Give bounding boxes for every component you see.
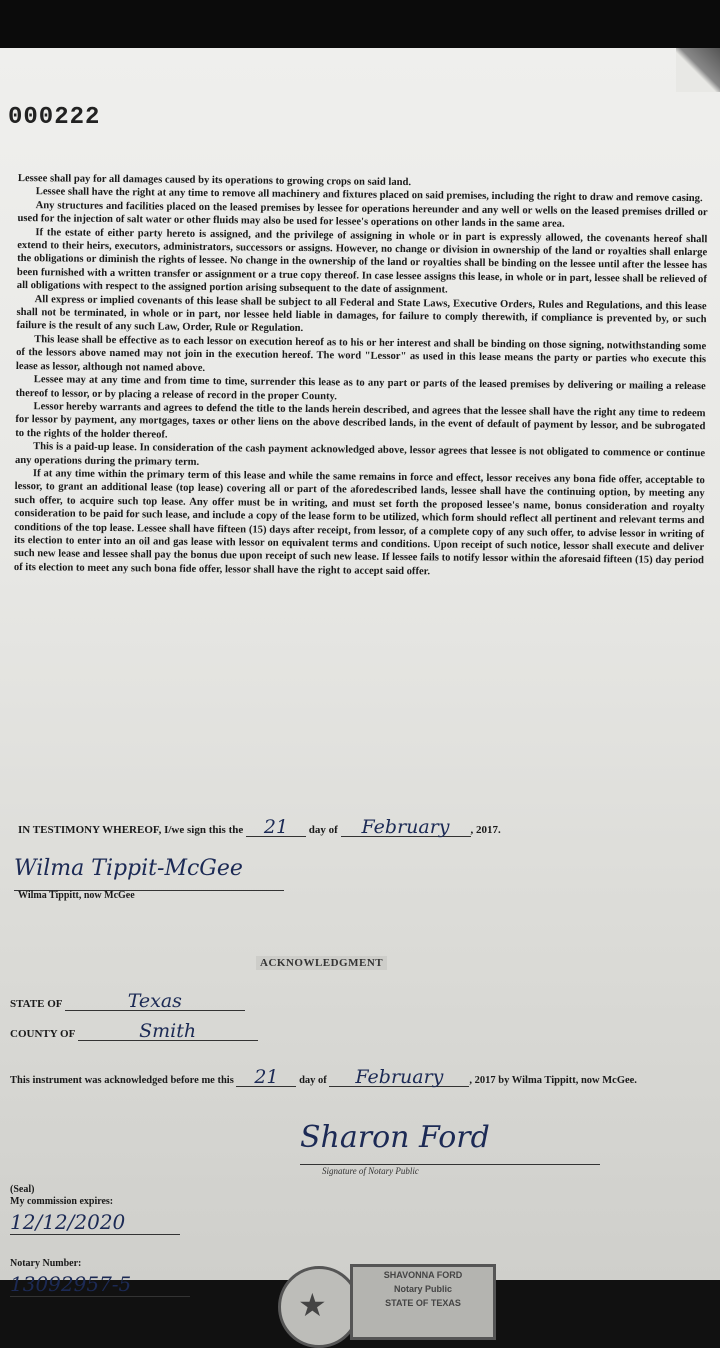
- testimony-month: February: [341, 818, 471, 837]
- testimony-day: 21: [246, 818, 306, 837]
- county-value: Smith: [78, 1022, 258, 1041]
- paragraph: Lessee shall have the right at any time to remove all machinery and fixtures placed on said premises, including the right to draw and remove casing.: [35, 186, 703, 205]
- paragraph: This is a paid-up lease. In consideration of the cash payment acknowledged above, lessor agrees that lessee is not obligated to commence or continue any operations during the primary term.: [14, 441, 706, 468]
- notary-stamp: [350, 1264, 496, 1340]
- notary-signature-label: Signature of Notary Public: [322, 1166, 419, 1176]
- lease-body-text: [14, 172, 708, 581]
- top-black-bar: [0, 0, 720, 48]
- paragraph: Lessee may at any time and from time to time, surrender this lease as to any part or parts of the leased premises by delivering or mailing a release thereof to lessor, or by placing a release of record in the proper County.: [15, 374, 706, 402]
- ack-suffix: , 2017 by Wilma Tippitt, now McGee.: [469, 1075, 637, 1086]
- notary-signature: Sharon Ford: [300, 1120, 600, 1165]
- testimony-mid: day of: [308, 824, 338, 836]
- stamp-line: SHAVONNA FORD: [383, 1270, 463, 1280]
- seal-label: (Seal): [10, 1184, 35, 1195]
- paragraph: Any structures and facilities placed on the leased premises by lessee for operations hereunder and any well or wells on the leased premises drilled or used for the injection of salt water or other fluids may also be used for lessee's operations on other lands in the same area.: [17, 199, 708, 230]
- state-value: Texas: [65, 992, 245, 1011]
- paragraph: If at any time within the primary term of this lease and while the same remains in force and effect, lessor receives any bona fide offer, acceptable to lessor, to grant an additional lease (top lease) covering all or part of the aforedescribed lands, lessee shall have the continuing option, by meeting any such offer, to acquire such top lease. Any offer must be in writing, and must set forth the proposed lessee's name, bonus consideration and royalty consideration to be paid for such lease, and include a copy of the lease form to be utilized, which form should reflect all pertinent and relevant terms and conditions of the top lease. Lessee shall have fifteen (15) days after receipt, from lessor, of a complete copy of any such offer, to advise lessor in writing of its election to enter into an oil and gas lease with lessor on equivalent terms and conditions. Upon receipt of such notice, lessor shall execute and deliver such new lease and lessee shall pay the bonus due upon receipt of such new lease. If lessee fails to notify lessor within the aforesaid fifteen (15) day period of its election to meet any such bona fide offer, lessor shall have the right to accept said offer.: [13, 468, 705, 578]
- lessor-printed-name: Wilma Tippitt, now McGee: [18, 890, 135, 901]
- county-label: COUNTY OF: [10, 1028, 75, 1040]
- ack-month: February: [329, 1068, 469, 1087]
- page-corner-fold: [676, 48, 720, 92]
- stamp-line: Notary Public: [393, 1284, 452, 1294]
- notary-number-label: Notary Number:: [10, 1258, 82, 1269]
- state-label: STATE OF: [10, 998, 63, 1010]
- paragraph: Lessor hereby warrants and agrees to defend the title to the lands herein described, and agrees that the lessee shall have the right any time to redeem for lessor by payment, any mortgages, taxes or other liens on the above described lands, in the event of default of payment by lessor, and be subrogated to the rights of the holder thereof.: [15, 401, 706, 441]
- paragraph: This lease shall be effective as to each lessor on execution hereof as to his or her interest and shall be binding on those signing, notwithstanding some of the lessors above named may not join in the execution hereof. The word "Lessor" as used in this lease means the party or parties who execute this lease as lessor, although not named above.: [15, 334, 707, 374]
- commission-expiry: 12/12/2020: [10, 1210, 180, 1235]
- testimony-line: [18, 818, 501, 837]
- star-icon: ★: [298, 1287, 327, 1323]
- ack-prefix: This instrument was acknowledged before me this: [10, 1075, 234, 1086]
- paragraph: All express or implied covenants of this lease shall be subject to all Federal and State Laws, Executive Orders, Rules and Regulations, and this lease shall not be terminated, in whole or in part, nor lessee held liable in damages, for failure to comply therewith, if compliance is prevented by, or such failure is the result of any such Law, Order, Rule or Regulation.: [16, 293, 707, 335]
- commission-label: My commission expires:: [10, 1196, 114, 1207]
- lessor-signature: Wilma Tippit-McGee: [14, 856, 284, 891]
- acknowledgment-text: [10, 1068, 690, 1088]
- testimony-suffix: , 2017.: [470, 824, 501, 836]
- notary-number: 13092957-5: [10, 1272, 190, 1297]
- scanned-page: [0, 48, 720, 1323]
- ack-mid: day of: [299, 1075, 327, 1086]
- stamp-line: STATE OF TEXAS: [385, 1298, 461, 1308]
- ack-day: 21: [236, 1068, 296, 1087]
- county-line: [10, 1022, 258, 1041]
- acknowledgment-title: ACKNOWLEDGMENT: [256, 956, 387, 970]
- paragraph: Lessee shall pay for all damages caused by its operations to growing crops on said land.: [17, 172, 412, 189]
- document-number: 000222: [8, 104, 101, 131]
- testimony-prefix: IN TESTIMONY WHEREOF, I/we sign this the: [18, 824, 244, 836]
- state-line: [10, 992, 245, 1011]
- paragraph: If the estate of either party hereto is assigned, and the privilege of assigning in whole or in part is expressly allowed, the covenants hereof shall extend to their heirs, executors, administrators, successors or assigns. However, no change or division in ownership of the land or royalties shall enlarge the obligations or diminish the rights of lessee. No change in the ownership of the land or royalties shall be binding on the lessee until after the lessee has been furnished with a written transfer or assignment or a true copy thereof. In case lessee assigns this lease, in whole or in part, lessee shall be relieved of all obligations with respect to the assigned portion arising subsequent to the date of assignment.: [16, 226, 708, 296]
